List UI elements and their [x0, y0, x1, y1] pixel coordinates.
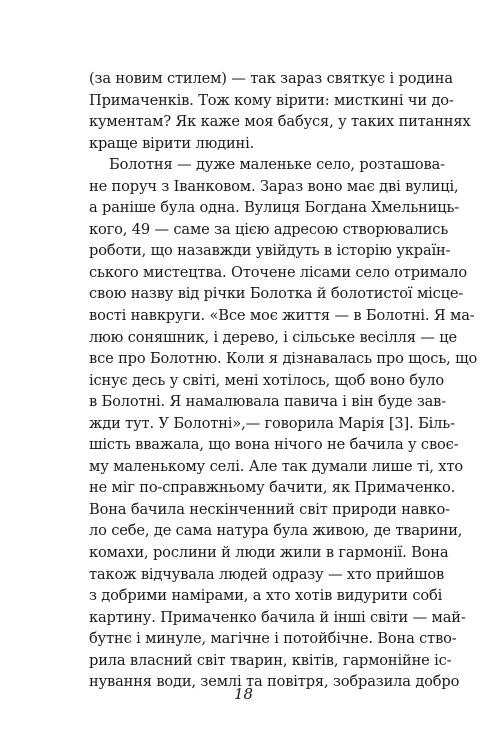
- text-line: не міг по-справжньому бачити, як Примаченко.: [89, 479, 456, 497]
- page-number: 18: [233, 685, 254, 703]
- text-line: Вона бачила нескінченний світ природи навко-: [89, 500, 450, 518]
- text-line: шість вважала, що вона нічого не бачила у своє-: [89, 436, 459, 454]
- text-line: вості навкруги. «Все моє життя — в Болотні. Я ма-: [89, 307, 475, 325]
- text-line: а раніше була одна. Вулиця Богдана Хмельниць-: [89, 199, 460, 217]
- text-line: му маленькому селі. Але так думали лише ті, хто: [89, 457, 464, 475]
- text-line: все про Болотню. Коли я дізнавалась про щось, що: [89, 350, 478, 368]
- text-line: з добрими намірами, а хто хотів видурити собі: [89, 587, 443, 605]
- text-line: нування води, землі та повітря, зобразила добро: [89, 673, 460, 691]
- text-line: люю соняшник, і дерево, і сільське весілля — це: [89, 328, 457, 346]
- text-line: також відчувала людей одразу — хто прийшов: [89, 565, 445, 583]
- text-line: в Болотні. Я намалювала павича і він буде зав-: [89, 393, 447, 411]
- text-line: жди тут. У Болотні»,— говорила Марія [3]. Біль-: [89, 414, 455, 432]
- text-line: свою назву від річки Болотка й болотистої місце-: [89, 285, 464, 303]
- text-line: існує десь у світі, мені хотілось, щоб воно було: [89, 371, 445, 389]
- text-line: ського мистецтва. Оточене лісами село отримало: [89, 263, 467, 281]
- text-line: ло себе, де сама натура була живою, де тварини,: [89, 522, 463, 540]
- text-line: кого, 49 — саме за цією адресою створювались: [89, 220, 449, 238]
- paragraph: [89, 68, 471, 154]
- text-line: (за новим стилем) — так зараз святкує і родина: [89, 70, 453, 87]
- text-line: роботи, що назавжди увійдуть в історію україн-: [89, 242, 451, 260]
- text-line: краще вірити людині.: [89, 134, 255, 152]
- body-text: [89, 68, 478, 693]
- text-line: Примаченків. Тож кому вірити: мисткині чи до-: [89, 91, 454, 109]
- text-line: бутнє і минуле, магічне і потойбічне. Вона ство-: [89, 630, 457, 648]
- text-line: кументам? Як каже моя бабуся, у таких питаннях: [89, 113, 471, 131]
- text-line: не поруч з Іванковом. Зараз воно має дві вулиці,: [89, 177, 459, 195]
- text-line: комахи, рослини й люди жили в гармонії. Вона: [89, 544, 449, 562]
- paragraph: [89, 154, 478, 693]
- text-line: картину. Примаченко бачила й інші світи — май-: [89, 608, 466, 626]
- text-line: Болотня — дуже маленьке село, розташова-: [109, 156, 445, 174]
- text-line: рила власний світ тварин, квітів, гармонійне іс-: [89, 651, 452, 669]
